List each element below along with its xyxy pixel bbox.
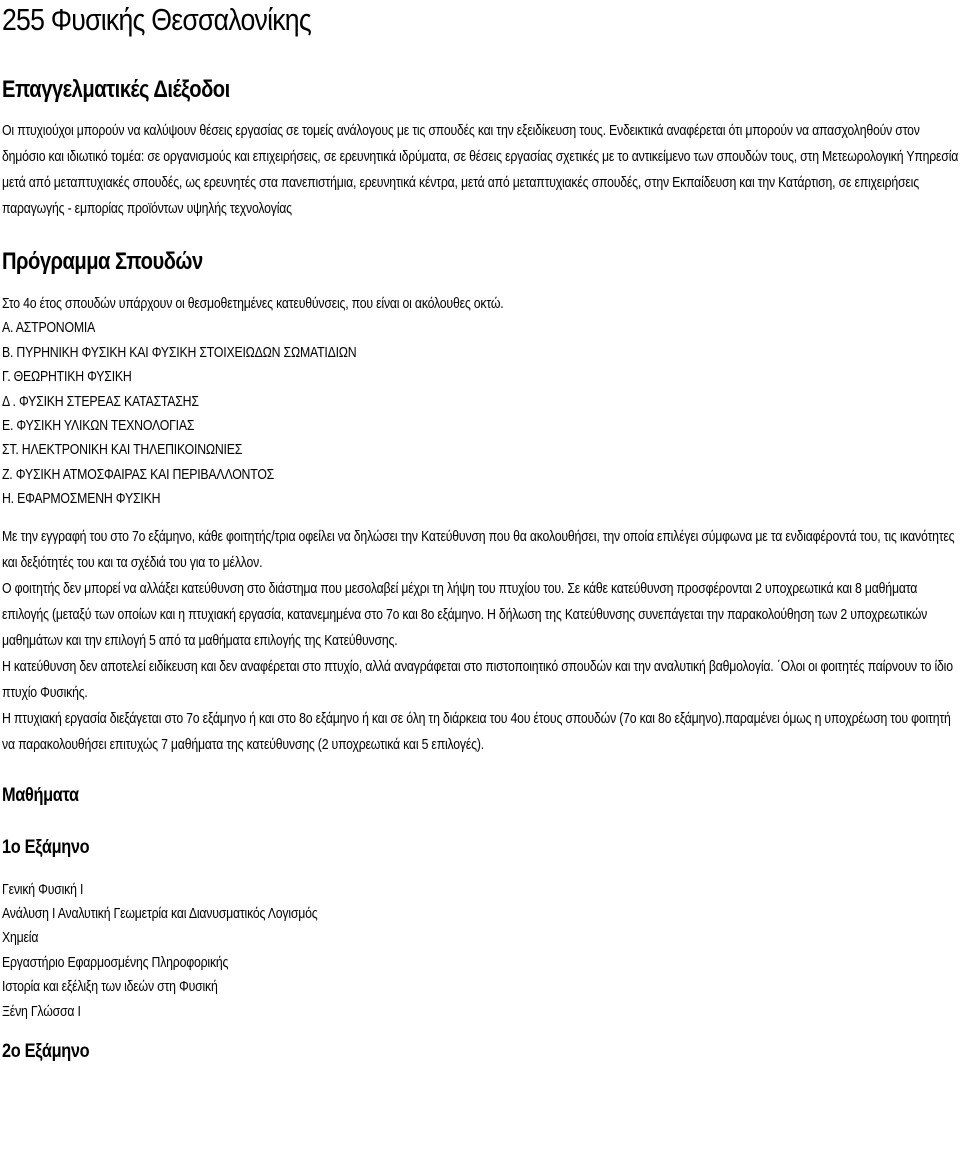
courses-heading: Μαθήματα <box>2 784 79 806</box>
courses-section <box>2 784 958 1064</box>
direction-item: Ζ. ΦΥΣΙΚΗ ΑΤΜΟΣΦΑΙΡΑΣ ΚΑΙ ΠΕΡΙΒΑΛΛΟΝΤΟΣ <box>2 465 275 483</box>
direction-item: Δ . ΦΥΣΙΚΗ ΣΤΕΡΕΑΣ ΚΑΤΑΣΤΑΣΗΣ <box>2 392 199 410</box>
page-title: 255 Φυσικής Θεσσαλονίκης <box>2 2 311 37</box>
program-paragraph: Η κατεύθυνση δεν αποτελεί ειδίκευση και δεν αναφέρεται στο πτυχίο, αλλά αναγράφεται στο πιστοποιητικό σπουδών και την αναλυτική βαθμολογία. ΄Ολοι οι φοιτητές παίρνουν το ίδιο πτυχίο Φυσικής. <box>2 657 953 701</box>
direction-item: Α. ΑΣΤΡΟΝΟΜΙΑ <box>2 319 96 337</box>
program-paragraph: Ο φοιτητής δεν μπορεί να αλλάξει κατεύθυνση στο διάστημα που μεσολαβεί μέχρι τη λήψη του πτυχίου του. Σε κάθε κατεύθυνση προσφέρονται 2 υποχρεωτικά και 8 μαθήματα επιλογής (μεταξύ των οποίων και η πτυχιακή εργασία, κατανεμημένα στο 7ο και 8ο εξάμηνο. Η δήλωση της Κατεύθυνσης συνεπάγεται την παρακολούθηση των 2 υποχρεωτικών μαθημάτων και την επιλογή 5 από τα μαθήματα επιλογής της Κατεύθυνσης. <box>2 579 928 649</box>
program-paragraph: Με την εγγραφή του στο 7ο εξάμηνο, κάθε φοιτητής/τρια οφείλει να δηλώσει την Κατεύθυνση που θα ακολουθήσει, την οποία επιλέγει σύμφωνα με τα ενδιαφέροντά του, τις ικανότητες και δεξιότητές του και τα σχέδιά του για το μέλλον. <box>2 527 955 571</box>
careers-heading: Επαγγελματικές Διέξοδοι <box>2 76 230 103</box>
course-item: Ιστορία και εξέλιξη των ιδεών στη Φυσική <box>2 978 218 996</box>
program-paragraph: Η πτυχιακή εργασία διεξάγεται στο 7ο εξάμηνο ή και στο 8ο εξάμηνο ή και σε όλη τη διάρκεια του 4ου έτους σπουδών (7ο και 8ο εξάμηνο).παραμένει όμως η υποχρέωση του φοιτητή να παρακολουθήσει επιτυχώς 7 μαθήματα της κατεύθυνσης (2 υποχρεωτικά και 5 επιλογές). <box>2 709 951 753</box>
direction-item: Γ. ΘΕΩΡΗΤΙΚΗ ΦΥΣΙΚΗ <box>2 368 132 386</box>
careers-section <box>2 76 958 222</box>
program-intro: Στο 4ο έτος σπουδών υπάρχουν οι θεσμοθετημένες κατευθύνσεις, που είναι οι ακόλουθες οκτώ. <box>2 295 504 312</box>
semester-1-heading: 1ο Εξάμηνο <box>2 836 90 858</box>
program-heading: Πρόγραμμα Σπουδών <box>2 248 203 275</box>
course-item: Γενική Φυσική Ι <box>2 880 84 898</box>
semester-2-heading: 2ο Εξάμηνο <box>2 1041 90 1063</box>
direction-item: Β. ΠΥΡΗΝΙΚΗ ΦΥΣΙΚΗ ΚΑΙ ΦΥΣΙΚΗ ΣΤΟΙΧΕΙΩΔΩΝ ΣΩΜΑΤΙΔΙΩΝ <box>2 343 357 361</box>
course-item: Ανάλυση Ι Αναλυτική Γεωμετρία και Διανυσματικός Λογισμός <box>2 905 318 923</box>
course-item: Εργαστήριο Εφαρμοσμένης Πληροφορικής <box>2 953 229 971</box>
direction-item: Ε. ΦΥΣΙΚΗ ΥΛΙΚΩΝ ΤΕΧΝΟΛΟΓΙΑΣ <box>2 417 195 435</box>
program-section <box>2 248 958 758</box>
directions-list <box>2 292 958 512</box>
course-item: Χημεία <box>2 929 39 947</box>
semester-1-course-list <box>2 878 958 1024</box>
careers-paragraph: Οι πτυχιούχοι μπορούν να καλύψουν θέσεις εργασίας σε τομείς ανάλογους με τις σπουδές και την εξειδίκευση τους. Ενδεικτικά αναφέρεται ότι μπορούν να απασχοληθούν στον δημόσιο και ιδιωτικό τομέα: σε οργανισμούς και επιχειρήσεις, σε ερευνητικά ιδρύματα, σε θέσεις εργασίας σχετικές με το αντικείμενο των σπουδών τους, στη Μετεωρολογική Υπηρεσία μετά από μεταπτυχιακές σπουδές, ως ερευνητές στα πανεπιστήμια, ερευνητικά κέντρα, μετά από μεταπτυχιακές σπουδές, στην Εκπαίδευση και την Κατάρτιση, σε επιχειρήσεις παραγωγής - εμπορίας προϊόντων υψηλής τεχνολογίας <box>2 122 959 217</box>
direction-item: ΣΤ. ΗΛΕΚΤΡΟΝΙΚΗ ΚΑΙ ΤΗΛΕΠΙΚΟΙΝΩΝΙΕΣ <box>2 441 243 459</box>
course-item: Ξένη Γλώσσα Ι <box>2 1002 81 1020</box>
direction-item: Η. ΕΦΑΡΜΟΣΜΕΝΗ ΦΥΣΙΚΗ <box>2 490 161 508</box>
